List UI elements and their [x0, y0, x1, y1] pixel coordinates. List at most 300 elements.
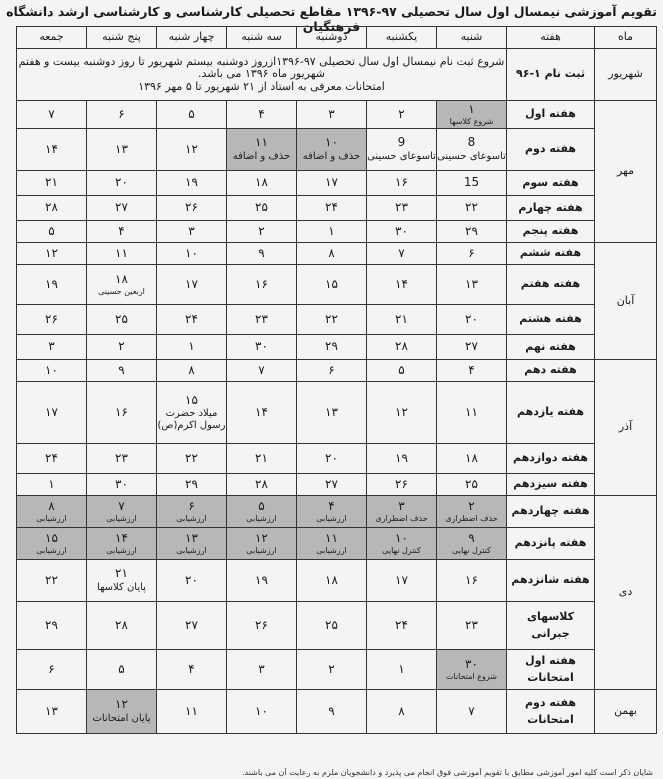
day-cell [227, 444, 297, 474]
day-number: ۱۲ [255, 530, 268, 545]
day-number: ۶ [188, 498, 195, 513]
day-number: ۱۱ [115, 245, 128, 260]
week-row [17, 335, 657, 360]
day-cell [87, 382, 157, 444]
day-cell [227, 171, 297, 196]
week-row [17, 496, 657, 528]
registration-notice-line1: شروع ثبت نام نیمسال اول سال تحصیلی ۹۷-۱۳۹۶ازروز دوشنبه بیستم شهریور تا روز دوشنبه بیست و هفتم شهریور ماه ۱۳۹۶ می باشد. [18, 54, 505, 81]
day-cell [437, 221, 507, 243]
day-cell [297, 690, 367, 734]
day-cell [157, 129, 227, 171]
day-number: ۲۱ [45, 175, 58, 190]
day-number: ۷ [398, 245, 405, 260]
day-cell [87, 690, 157, 734]
week-label: هفته هفتم [507, 265, 595, 305]
day-number: ۱۲ [395, 404, 408, 419]
registration-notice-line2: امتحانات معرفی به استاد از ۲۱ شهریور تا ۵ مهر ۱۳۹۶ [138, 79, 385, 93]
registration-notice [17, 49, 507, 101]
header-week: هفته [507, 27, 595, 49]
day-cell [157, 101, 227, 129]
day-cell [297, 265, 367, 305]
day-number: ۲۸ [395, 339, 408, 354]
day-cell [227, 129, 297, 171]
day-number: ۱۷ [185, 276, 198, 291]
day-number: 9 [397, 135, 406, 150]
day-number: ۵ [258, 498, 265, 513]
day-number: ۲۴ [325, 200, 338, 215]
day-number: ۵ [188, 106, 195, 121]
week-row [17, 474, 657, 496]
day-cell [87, 650, 157, 690]
day-cell [227, 650, 297, 690]
day-number: ۲۴ [185, 311, 198, 326]
day-note: پایان کلاسها [97, 582, 146, 594]
day-number: ۲۴ [45, 450, 58, 465]
day-cell [17, 560, 87, 602]
day-note: حذف و اضافه [302, 151, 361, 163]
month-shahrivar: شهریور [595, 49, 657, 101]
day-number: ۳۰ [395, 223, 408, 238]
day-cell [157, 602, 227, 650]
day-cell [227, 528, 297, 560]
day-number: ۱۱ [465, 404, 478, 419]
day-number: ۱۲ [45, 245, 58, 260]
week-label: هفته هشتم [507, 305, 595, 335]
day-cell [437, 474, 507, 496]
day-cell [227, 360, 297, 382]
day-cell [297, 444, 367, 474]
day-cell [437, 602, 507, 650]
day-cell [437, 305, 507, 335]
day-number: ۴ [188, 661, 195, 676]
day-cell [17, 101, 87, 129]
day-number: ۲۲ [325, 311, 338, 326]
day-cell [367, 690, 437, 734]
day-note: ارزشیابی [316, 514, 347, 524]
day-number: ۲ [468, 498, 475, 513]
day-cell [297, 335, 367, 360]
week-row [17, 196, 657, 221]
day-note: ارزشیابی [36, 514, 67, 524]
day-cell [367, 335, 437, 360]
footnote: شایان ذکر است کلیه امور آموزشی مطابق با تقویم آموزشی فوق انجام می پذیرد و دانشجویان ملزم به رعایت آن می باشند. [241, 768, 653, 777]
day-cell [437, 360, 507, 382]
week-row [17, 171, 657, 196]
header-wednesday: چهار شنبه [157, 27, 227, 49]
week-label: هفته دوازدهم [507, 444, 595, 474]
day-cell [297, 382, 367, 444]
header-tuesday: سه شنبه [227, 27, 297, 49]
day-number: ۳۰ [255, 339, 268, 354]
day-number: ۳ [188, 223, 195, 238]
day-cell [367, 528, 437, 560]
day-note: کنترل نهایی [382, 546, 421, 556]
day-number: ۷ [468, 703, 475, 718]
day-note: حذف و اضافه [232, 151, 291, 163]
day-cell [157, 528, 227, 560]
day-cell [17, 360, 87, 382]
day-number: ۲ [328, 661, 335, 676]
day-number: ۱۶ [115, 404, 128, 419]
week-row [17, 265, 657, 305]
day-number: ۱۱ [325, 530, 338, 545]
day-cell [17, 129, 87, 171]
day-number: ۱۰ [325, 135, 338, 150]
week-label: هفته اول امتحانات [507, 650, 595, 690]
day-number: ۶ [328, 362, 335, 377]
day-number: ۱ [48, 476, 55, 491]
day-cell [227, 335, 297, 360]
day-cell [17, 335, 87, 360]
day-cell [157, 444, 227, 474]
day-number: ۲۵ [325, 617, 338, 632]
day-cell [87, 101, 157, 129]
week-label: هفته اول [507, 101, 595, 129]
day-cell [157, 382, 227, 444]
day-cell [367, 305, 437, 335]
day-number: ۱۵ [325, 276, 338, 291]
day-cell [227, 690, 297, 734]
day-note: اربعین حسینی [98, 287, 145, 297]
day-cell [157, 243, 227, 265]
month-azar: آذر [595, 360, 657, 496]
day-cell [437, 496, 507, 528]
day-number: ۱۲ [115, 697, 128, 712]
day-cell [367, 650, 437, 690]
day-number: 15 [463, 175, 480, 190]
day-cell [17, 496, 87, 528]
header-month: ماه [595, 27, 657, 49]
day-number: ۱۹ [45, 276, 58, 291]
day-number: ۱۹ [185, 175, 198, 190]
day-cell [87, 496, 157, 528]
header-friday: جمعه [17, 27, 87, 49]
day-number: ۱۴ [45, 141, 58, 156]
day-number: ۱ [188, 339, 195, 354]
day-number: ۱۳ [45, 703, 58, 718]
week-label: هفته سیزدهم [507, 474, 595, 496]
day-number: ۸ [48, 498, 55, 513]
day-number: ۱۷ [325, 175, 338, 190]
day-note: حذف اضطراری [445, 514, 498, 524]
day-number: ۲۵ [255, 200, 268, 215]
day-cell [227, 221, 297, 243]
day-number: ۲۳ [395, 200, 408, 215]
header-saturday: شنبه [437, 27, 507, 49]
day-cell [437, 560, 507, 602]
day-number: ۲۲ [45, 572, 58, 587]
day-number: ۱۱ [255, 135, 268, 150]
day-number: ۲۷ [465, 339, 478, 354]
page-title: تقویم آموزشی نیمسال اول سال تحصیلی ۹۷-۱۳۹۶ مقاطع تحصیلی کارشناسی و کارشناسی ارشد دانشگاه فرهنگیان [6, 4, 657, 34]
day-number: ۷ [258, 362, 265, 377]
day-number: ۱ [328, 223, 335, 238]
day-number: ۶ [468, 245, 475, 260]
day-cell [17, 382, 87, 444]
day-number: ۹ [328, 703, 335, 718]
day-number: ۱۰ [185, 245, 198, 260]
day-cell [437, 243, 507, 265]
week-row [17, 382, 657, 444]
day-cell [297, 528, 367, 560]
day-cell [227, 101, 297, 129]
day-cell [437, 382, 507, 444]
day-number: ۴ [468, 362, 475, 377]
day-cell [87, 602, 157, 650]
day-number: ۷ [118, 498, 125, 513]
day-cell [87, 360, 157, 382]
day-cell [17, 221, 87, 243]
day-number: ۱۴ [395, 276, 408, 291]
day-cell [297, 474, 367, 496]
week-label: هفته چهارم [507, 196, 595, 221]
day-cell [17, 690, 87, 734]
day-note: ارزشیابی [176, 546, 207, 556]
day-cell [17, 243, 87, 265]
day-note: حذف اضطراری [375, 514, 428, 524]
day-cell [297, 171, 367, 196]
day-note: پایان امتحانات [92, 713, 151, 725]
day-cell [367, 243, 437, 265]
header-thursday: پنج شنبه [87, 27, 157, 49]
day-cell [367, 602, 437, 650]
day-number: ۶ [48, 661, 55, 676]
day-number: ۷ [48, 106, 55, 121]
day-cell [157, 171, 227, 196]
day-cell [17, 528, 87, 560]
day-cell [437, 265, 507, 305]
week-label: هفته شانزدهم [507, 560, 595, 602]
day-cell [87, 171, 157, 196]
day-number: ۲۷ [115, 200, 128, 215]
week-label: هفته دهم [507, 360, 595, 382]
day-number: ۲۸ [45, 200, 58, 215]
day-number: ۴ [258, 106, 265, 121]
day-cell [227, 560, 297, 602]
day-number: ۱۹ [395, 450, 408, 465]
day-number: ۲۰ [465, 311, 478, 326]
day-cell [437, 101, 507, 129]
day-number: ۱۷ [395, 572, 408, 587]
week-row [17, 305, 657, 335]
day-cell [87, 444, 157, 474]
week-row [17, 243, 657, 265]
day-cell [367, 560, 437, 602]
day-cell [297, 496, 367, 528]
day-cell [297, 101, 367, 129]
day-number: ۸ [398, 703, 405, 718]
day-number: ۲۲ [185, 450, 198, 465]
day-number: ۸ [188, 362, 195, 377]
day-cell [297, 602, 367, 650]
day-cell [87, 265, 157, 305]
day-cell [157, 221, 227, 243]
day-number: ۲۰ [185, 572, 198, 587]
day-cell [437, 129, 507, 171]
day-cell [297, 650, 367, 690]
week-row [17, 528, 657, 560]
day-cell [367, 444, 437, 474]
day-number: ۲۰ [325, 450, 338, 465]
day-number: ۱۶ [255, 276, 268, 291]
day-number: ۲۶ [395, 476, 408, 491]
week-label: هفته دوم امتحانات [507, 690, 595, 734]
day-number: ۱۶ [395, 175, 408, 190]
day-number: ۲۹ [185, 476, 198, 491]
day-number: ۲۱ [395, 311, 408, 326]
day-number: ۵ [398, 362, 405, 377]
day-cell [227, 474, 297, 496]
month-bahman: بهمن [595, 690, 657, 734]
day-cell [157, 560, 227, 602]
day-number: ۲۸ [115, 617, 128, 632]
day-number: ۱۳ [115, 141, 128, 156]
day-number: ۲۳ [255, 311, 268, 326]
day-number: ۵ [48, 223, 55, 238]
week-label: هفته ششم [507, 243, 595, 265]
day-cell [437, 196, 507, 221]
day-cell [227, 196, 297, 221]
day-cell [87, 243, 157, 265]
day-number: ۱۸ [115, 271, 128, 286]
day-note: ارزشیابی [316, 546, 347, 556]
day-cell [87, 335, 157, 360]
day-cell [17, 305, 87, 335]
day-note: ارزشیابی [246, 514, 277, 524]
week-label: هفته دوم [507, 129, 595, 171]
day-number: ۵ [118, 661, 125, 676]
day-number: ۲۲ [465, 200, 478, 215]
week-label: هفته نهم [507, 335, 595, 360]
day-cell [87, 129, 157, 171]
day-number: ۱۶ [465, 572, 478, 587]
day-number: ۱۰ [395, 530, 408, 545]
day-number: ۱۴ [115, 530, 128, 545]
day-cell [297, 129, 367, 171]
academic-calendar-table [16, 26, 657, 734]
day-number: ۸ [328, 245, 335, 260]
day-number: 8 [467, 135, 476, 150]
day-number: ۲۸ [255, 476, 268, 491]
day-note: تاسوعای حسینی [437, 151, 506, 163]
day-cell [297, 221, 367, 243]
day-cell [297, 196, 367, 221]
registration-label: ثبت نام ۱-۹۶ [507, 49, 595, 101]
week-label: هفته پانزدهم [507, 528, 595, 560]
day-cell [227, 382, 297, 444]
day-cell [367, 221, 437, 243]
week-row [17, 444, 657, 474]
month-aban: آبان [595, 243, 657, 360]
day-cell [437, 650, 507, 690]
day-cell [297, 360, 367, 382]
day-cell [367, 129, 437, 171]
day-number: ۹ [468, 530, 475, 545]
day-cell [87, 474, 157, 496]
header-monday: دوشنبه [297, 27, 367, 49]
day-number: ۱۱ [185, 703, 198, 718]
day-cell [437, 171, 507, 196]
day-number: ۲۰ [115, 175, 128, 190]
day-number: ۱۰ [255, 703, 268, 718]
day-number: ۴ [328, 498, 335, 513]
day-number: ۲۴ [395, 617, 408, 632]
day-cell [367, 474, 437, 496]
day-cell [87, 221, 157, 243]
day-cell [87, 305, 157, 335]
day-number: ۲۷ [185, 617, 198, 632]
week-row [17, 360, 657, 382]
day-number: ۳۰ [115, 476, 128, 491]
day-number: ۲۵ [115, 311, 128, 326]
week-label: هفته پنجم [507, 221, 595, 243]
day-cell [437, 690, 507, 734]
day-cell [157, 360, 227, 382]
day-cell [17, 171, 87, 196]
day-cell [367, 171, 437, 196]
day-number: ۹ [118, 362, 125, 377]
day-note: ارزشیابی [36, 546, 67, 556]
day-cell [157, 335, 227, 360]
week-label: هفته چهاردهم [507, 496, 595, 528]
day-number: ۱۴ [255, 404, 268, 419]
day-note: ارزشیابی [176, 514, 207, 524]
day-note: تاسوعای حسینی [367, 151, 436, 163]
day-cell [227, 305, 297, 335]
day-cell [227, 243, 297, 265]
day-cell [157, 196, 227, 221]
day-cell [367, 265, 437, 305]
day-cell [297, 305, 367, 335]
day-number: ۲ [258, 223, 265, 238]
day-number: ۲ [398, 106, 405, 121]
day-cell [227, 496, 297, 528]
day-number: ۱۳ [185, 530, 198, 545]
day-note: میلاد حضرت رسول اکرم(ص) [157, 408, 226, 431]
day-cell [87, 196, 157, 221]
week-row [17, 650, 657, 690]
day-number: ۱۰ [45, 362, 58, 377]
day-cell [17, 474, 87, 496]
day-number: ۶ [118, 106, 125, 121]
day-cell [17, 602, 87, 650]
day-number: ۲۶ [45, 311, 58, 326]
day-number: ۲۵ [465, 476, 478, 491]
day-number: ۳ [48, 339, 55, 354]
day-cell [437, 335, 507, 360]
day-cell [367, 382, 437, 444]
day-cell [157, 496, 227, 528]
day-number: ۳ [328, 106, 335, 121]
day-number: ۲۹ [45, 617, 58, 632]
day-cell [17, 650, 87, 690]
day-number: ۲۹ [465, 223, 478, 238]
day-cell [297, 243, 367, 265]
day-note: ارزشیابی [246, 546, 277, 556]
day-number: ۱۵ [185, 392, 198, 407]
week-row [17, 101, 657, 129]
day-number: ۲۳ [465, 617, 478, 632]
day-cell [87, 560, 157, 602]
day-cell [367, 196, 437, 221]
day-number: ۲۱ [115, 566, 128, 581]
day-cell [297, 560, 367, 602]
day-cell [157, 650, 227, 690]
day-note: شروع امتحانات [445, 672, 497, 682]
day-number: ۴ [118, 223, 125, 238]
day-number: ۲۷ [325, 476, 338, 491]
day-number: ۱۹ [255, 572, 268, 587]
